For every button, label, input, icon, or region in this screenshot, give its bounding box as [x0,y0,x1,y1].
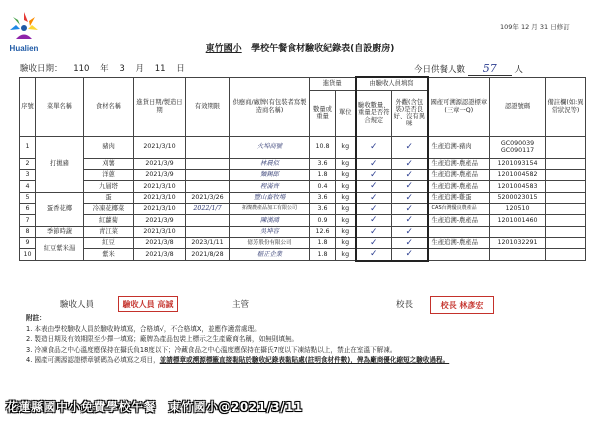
logo-text: Hualien [9,44,39,53]
form-title: 學校午餐食材驗收紀錄表(自設廚房) [251,44,395,54]
date-year: 110 [73,64,90,74]
note-item: 3. 冷凍食品之中心溫度應保持在攝氏負18度以下；冷藏食品之中心溫度應保持在攝氏7度以下凍結點以上，禁止在室溫下解凍。 [26,345,397,354]
inspection-date: 驗收日期： 110 年 3 月 11 日 [20,64,185,74]
principal-stamp: 校長 林彥宏 [430,296,494,314]
revision-date: 109年 12 月 31 日修訂 [500,23,570,31]
header-food: 食材名稱 [84,77,134,136]
header-supplier: 供應商/廠牌(有包裝者寫製造商名稱) [230,77,310,136]
table-row: 8 季節時蔬 青江菜 2021/3/10 吳坤容 12.6 kg ✓ ✓ [20,226,586,237]
note-item: 4. 國產可溯源認證標章號碼為必填寫之項目，並請標章或溯源標籤直接黏貼於驗收紀錄表黏貼處(註明食材件數)，俾為廠商優化縮短之驗收過程。 [26,356,450,365]
header-prod-date: 進貨日期/製造日期 [134,77,186,136]
footer-caption: 花蓮縣國中小免費學校午餐 東竹國小@2021/3/11 [6,400,303,414]
receiver-stamp: 驗收人員 高誠 [118,296,178,312]
qty-check-mark: ✓ [356,136,392,158]
header-remarks: 備註欄(如:異常狀況等) [546,77,586,136]
header-pack-check: 外觀(含包裝)是否良好、沒有異味 [392,90,428,136]
pack-check-mark: ✓ [392,136,428,158]
dish-name: 蛋香花椰 [36,192,84,226]
header-dish: 菜單名稱 [36,77,84,136]
table-row: 2 刈薯 2021/3/9 林晨似 3.6 kg ✓ ✓ 生產追溯-農產品 1201093154 [20,158,586,169]
table-row: 5 蛋香花椰 蛋 2021/3/10 2021/3/26 豐山畜牧場 3.6 kg ✓ ✓ 生產追溯-雞蛋 5200023015 [20,192,586,203]
note-highlight: 並請標章或溯源標籤直接黏貼於驗收紀錄表黏貼處(註明食材件數)，俾為廠商優化縮短之驗收過程。 [159,356,450,365]
table-row: 6 冷凍花椰菜 2021/3/10 2022/1/7 拓燦農產品加工有限公司 3.6 kg ✓ ✓ CAS台灣優良農產品 120510 [20,203,586,214]
dish-name: 季節時蔬 [36,226,84,237]
header-qty: 數量或重量 [310,90,336,136]
table-row: 7 紅蘿蔔 2021/3/9 陳漢鴻 0.9 kg ✓ ✓ 生產追溯-農產品 1201001460 [20,215,586,226]
header-expiry: 有效期限 [186,77,230,136]
inspection-table [19,76,586,262]
table-row: 9 紅豆紫米湯 紅豆 2021/3/8 2023/1/11 億芳股份有限公司 1.8 kg ✓ ✓ 生產追溯-農產品 1201032291 [20,237,586,248]
table-row: 4 九層塔 2021/3/10 程滿齊 0.4 kg ✓ ✓ 生產追溯-農產品 1201004583 [20,181,586,192]
header-trace-mark: 國產可溯源認證標章(三章一Q) [428,77,490,136]
header-cert-no: 認證號碼 [490,77,546,136]
date-month: 3 [119,64,125,74]
header-unit: 單位 [336,90,356,136]
meal-count-value: 57 [468,62,512,76]
supervisor-label: 校長 [396,300,414,310]
note-item: 2. 製造日期及有效期限至少擇一填寫；廠牌為產品包裝上標示之生產廠商名稱，如無則填無。 [26,335,299,344]
table-row: 3 洋蔥 2021/3/9 麵錫郎 1.8 kg ✓ ✓ 生產追溯-農產品 1201004582 [20,169,586,180]
dish-name: 紅豆紫米湯 [36,237,84,260]
table-row: 10 紫米 2021/3/8 2021/8/28 稲正企業 1.8 kg ✓ ✓ [20,249,586,261]
school-name: 東竹國小 [205,44,242,54]
dish-name: 打拋豬 [36,136,84,192]
header-receiver-group: 由驗收人員填寫 [356,77,428,90]
principal-label: 主管 [232,300,250,310]
header-qty-check: 驗收數量、重量是否符合規定 [356,90,392,136]
receiver-label: 驗收人員 [60,300,95,310]
header-seq: 序號 [20,77,36,136]
date-day: 11 [154,64,166,74]
notes-title: 附註： [26,314,46,322]
note-item: 1. 本表由學校驗收人員於驗收時填寫，合格填√，不合格填X，並應作適當處理。 [26,324,261,333]
meal-count: 今日供餐人數 57 人 [414,62,523,75]
header-incoming: 進貨量 [310,77,356,90]
notes [26,313,449,366]
table-row: 1 打拋豬 豬肉 2021/3/10 火埠商號 10.8 kg ✓ ✓ 生產追溯-豬肉 GC090039 GC090117 [20,136,586,158]
page-title [0,41,600,54]
